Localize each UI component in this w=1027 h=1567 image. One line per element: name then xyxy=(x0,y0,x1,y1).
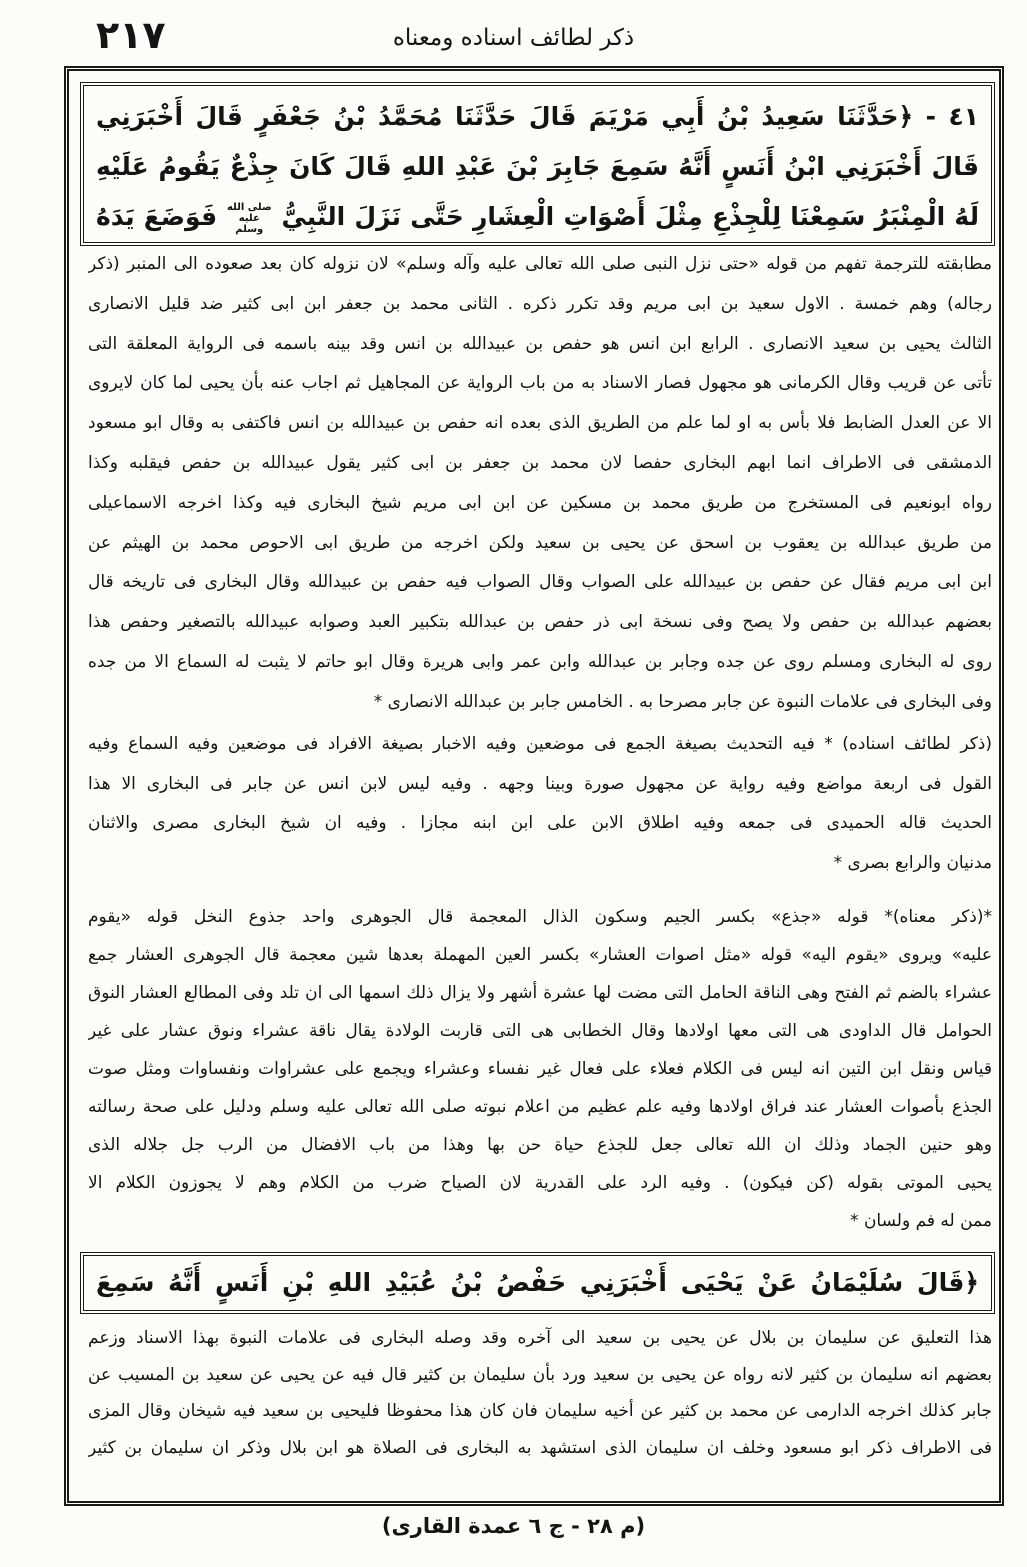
text-line: من طريق عبدالله بن يعقوب بن اسحق عن يحيى بن سعيد ولكن اخرجه من طريق ابى الاحوص محمد بن الهيثم عن xyxy=(88,532,992,553)
text-line: القول فى اربعة مواضع وفيه رواية عن مجهول صورة وبينا وجهه . وفيه ليس لابن انس عن جابر فى البخارى الا هذا xyxy=(88,773,992,794)
paragraph-rijal xyxy=(88,245,992,723)
hadith-line: ﴿قَالَ سُلَيْمَانُ عَنْ يَحْيَى أَخْبَرَنِي حَفْصُ بْنُ عُبَيْدِ اللهِ بْنِ أَنَسٍ أَنَّهُ سَمِعَ xyxy=(96,1268,979,1297)
page-number: ٢١٧ xyxy=(96,13,166,57)
hadith-line xyxy=(96,192,979,242)
text-line: الدمشقى فى الاطراف انما ابهم البخارى حفصا لان محمد بن جعفر بن ابى كثير يقول عبيدالله بن حفص فيقلبه وكذا xyxy=(88,452,992,473)
text-line: ممن له فم ولسان * xyxy=(850,1211,992,1231)
text-line: بعضهم انه سليمان بن كثير لانه رواه عن يحيى بن سعيد ورد بأن سليمان بن كثير قال فيه عن يحيى عن سعيد بن المسيب عن xyxy=(88,1364,992,1385)
paragraph-maana xyxy=(88,898,992,1240)
text-line: الثالث يحيى بن سعيد الانصارى . الرابع ابن انس هو حفص بن عبيدالله بن انس وقد بينه باسمه فى الرواية المعلقة التى xyxy=(88,333,992,354)
hadith-box-2 xyxy=(80,1252,995,1314)
text-line: عشراء بالضم ثم الفتح وهى الناقة الحامل التى مضت لها عشرة أشهر ولا يزال ذلك اسمها الى ان تلد وفى المطالع العشار النوق xyxy=(88,983,992,1003)
text-line: مطابقته للترجمة تفهم من قوله «حتى نزل النبى صلى الله تعالى عليه وآله وسلم» لان نزوله كان بعد صعوده الى المنبر (ذكر xyxy=(88,254,992,274)
hadith-line xyxy=(96,142,979,192)
salawat-ligature: صلى الله عليه وسلم xyxy=(226,201,272,235)
text-line: جابر كذلك اخرجه الدارمى عن محمد بن كثير عن أخيه سليمان فان كان هذا محفوظا فليحيى بن سعيد فيه شيخان وقال المزى xyxy=(88,1401,992,1421)
hadith-text: لَهُ الْمِنْبَرُ سَمِعْنَا لِلْجِذْعِ مِثْلَ أَصْوَاتِ الْعِشَارِ حَتَّى نَزَلَ النَّبِيُّ xyxy=(281,202,979,231)
text-line: رجاله) وهم خمسة . الاول سعيد بن ابى مريم وقد تكرر ذكره . الثانى محمد بن جعفر ابن ابى كثير ضد قليل الانصارى xyxy=(88,293,992,314)
text-line: وهو حنين الجماد وذلك ان الله تعالى جعل للجذع حياة حن بها وهذا من باب الافضال من الرب جل جلاله الذى xyxy=(88,1135,992,1155)
hadith-box xyxy=(80,82,995,246)
text-line: الحوامل قال الداودى هى التى معها اولادها وقال الخطابى هى التى قاربت الولادة يقال ناقة عشراء ونوق عشار على غير xyxy=(88,1021,992,1041)
text-line: الجذع بأصوات العشار عند فراق اولادها وفيه علم عظيم من اعلام نبوته صلى الله تعالى عليه وسلم ودليل على صحة رسالته xyxy=(88,1097,992,1117)
text-line: (ذكر لطائف اسناده) * فيه التحديث بصيغة الجمع فى موضعين وفيه الاخبار بصيغة الافراد فى موضعين وفيه السماع وفيه xyxy=(88,734,992,754)
footer-signature: (م ٢٨ - ج ٦ عمدة القارى) xyxy=(381,1514,646,1538)
text-line: الحديث قاله الحميدى فى جمعه وفيه اطلاق الابن على ابن ابنه مجازا . وفيه ان شيخ البخارى مصرى والاثنان xyxy=(88,813,992,833)
hadith-text: فَوَضَعَ يَدَهُ xyxy=(96,202,218,231)
text-line: ابن ابى مريم فقال عن حفص بن عبيدالله على الصواب وقال الصواب فيه حفص بن عبيدالله وقال البخارى فى تاريخه قال xyxy=(88,572,992,593)
text-line: رواه ابونعيم فى المستخرج من طريق محمد بن مسكين عن ابن ابى مريم شيخ البخارى فيه وكذا اخرجه الاسماعيلى xyxy=(88,492,992,513)
text-line: *(ذكر معناه)* قوله «جذع» بكسر الجيم وسكون الذال المعجمة قال الجوهرى واحد جذوع النخل قوله «يقوم xyxy=(88,907,992,927)
text-line: بعضهم عبدالله بن حفص ولا يصح وفى نسخة ابى ذر حفص بن عبدالله بتكبير العبد وصوابه عبيدالله بالتصغير وحفص هذا xyxy=(88,612,992,633)
text-line: قياس ونقل ابن التين انه ليس فى الكلام فعلاء على فعال غير نفساء وعشراء ويجمع على عشراوات ونفساوات ومثل صوت xyxy=(88,1059,992,1079)
running-title: ذكر لطائف اسناده ومعناه xyxy=(392,25,635,51)
text-line: فى الاطراف ذكر ابو مسعود وخلف ان سليمان الذى استشهد به البخارى فى الصلاة هو ابن بلال وذكر ان سليمان بن كثير xyxy=(88,1437,992,1458)
paragraph-taliq xyxy=(88,1320,992,1466)
text-line: مدنيان والرابع بصرى * xyxy=(833,852,992,873)
text-line: الا عن العدل الضابط فلا بأس به او لما علم من الطريق الذى بعده انه حفص بن عبيدالله بن انس فاكتفى به وقال ابو مسعود xyxy=(88,413,992,434)
paragraph-lataif xyxy=(88,725,992,883)
text-line: يحيى الموتى بقوله (كن فيكون) . وفيه الرد على القدرية لان الصياح ضرب من الكلام وهم لا يجوزون الكلام الا xyxy=(88,1173,992,1193)
text-line: وفى البخارى فى علامات النبوة عن جابر مصرحا به . الخامس جابر بن عبدالله الانصارى * xyxy=(373,691,992,712)
text-line: عليه» ويروى «يقوم اليه» قوله «مثل اصوات العشار» بكسر العين المهملة بعدها شين معجمة قال الجوهرى العشار جمع xyxy=(88,945,992,965)
hadith-line: ٤١ - ﴿حَدَّثَنَا سَعِيدُ بْنُ أَبِي مَرْيَمَ قَالَ حَدَّثَنَا مُحَمَّدُ بْنُ جَعْفَرٍ قَالَ أَخْبَرَنِي xyxy=(96,102,979,131)
hadith-text: قَالَ أَخْبَرَنِي ابْنُ أَنَسٍ أَنَّهُ سَمِعَ جَابِرَ بْنَ عَبْدِ اللهِ قَالَ كَانَ جِذْعٌ يَقُومُ عَلَيْهِ xyxy=(96,152,979,181)
text-line: هذا التعليق عن سليمان بن بلال عن يحيى بن سعيد الى آخره وقد وصله البخارى فى علامات النبوة بهذا الاسناد وزعم xyxy=(88,1328,992,1348)
text-line: روى له البخارى ومسلم روى عن جده وجابر بن عبدالله وابن عمر وابى هريرة وقال ابو حاتم لا يثبت له السماع الا من جده xyxy=(88,651,992,672)
text-line: تأتى عن قريب وقال الكرمانى هو مجهول فصار الاسناد به من باب الرواية عن المجاهيل ثم اجاب عنه بأن يحيى لما كان لايروى xyxy=(88,373,992,394)
